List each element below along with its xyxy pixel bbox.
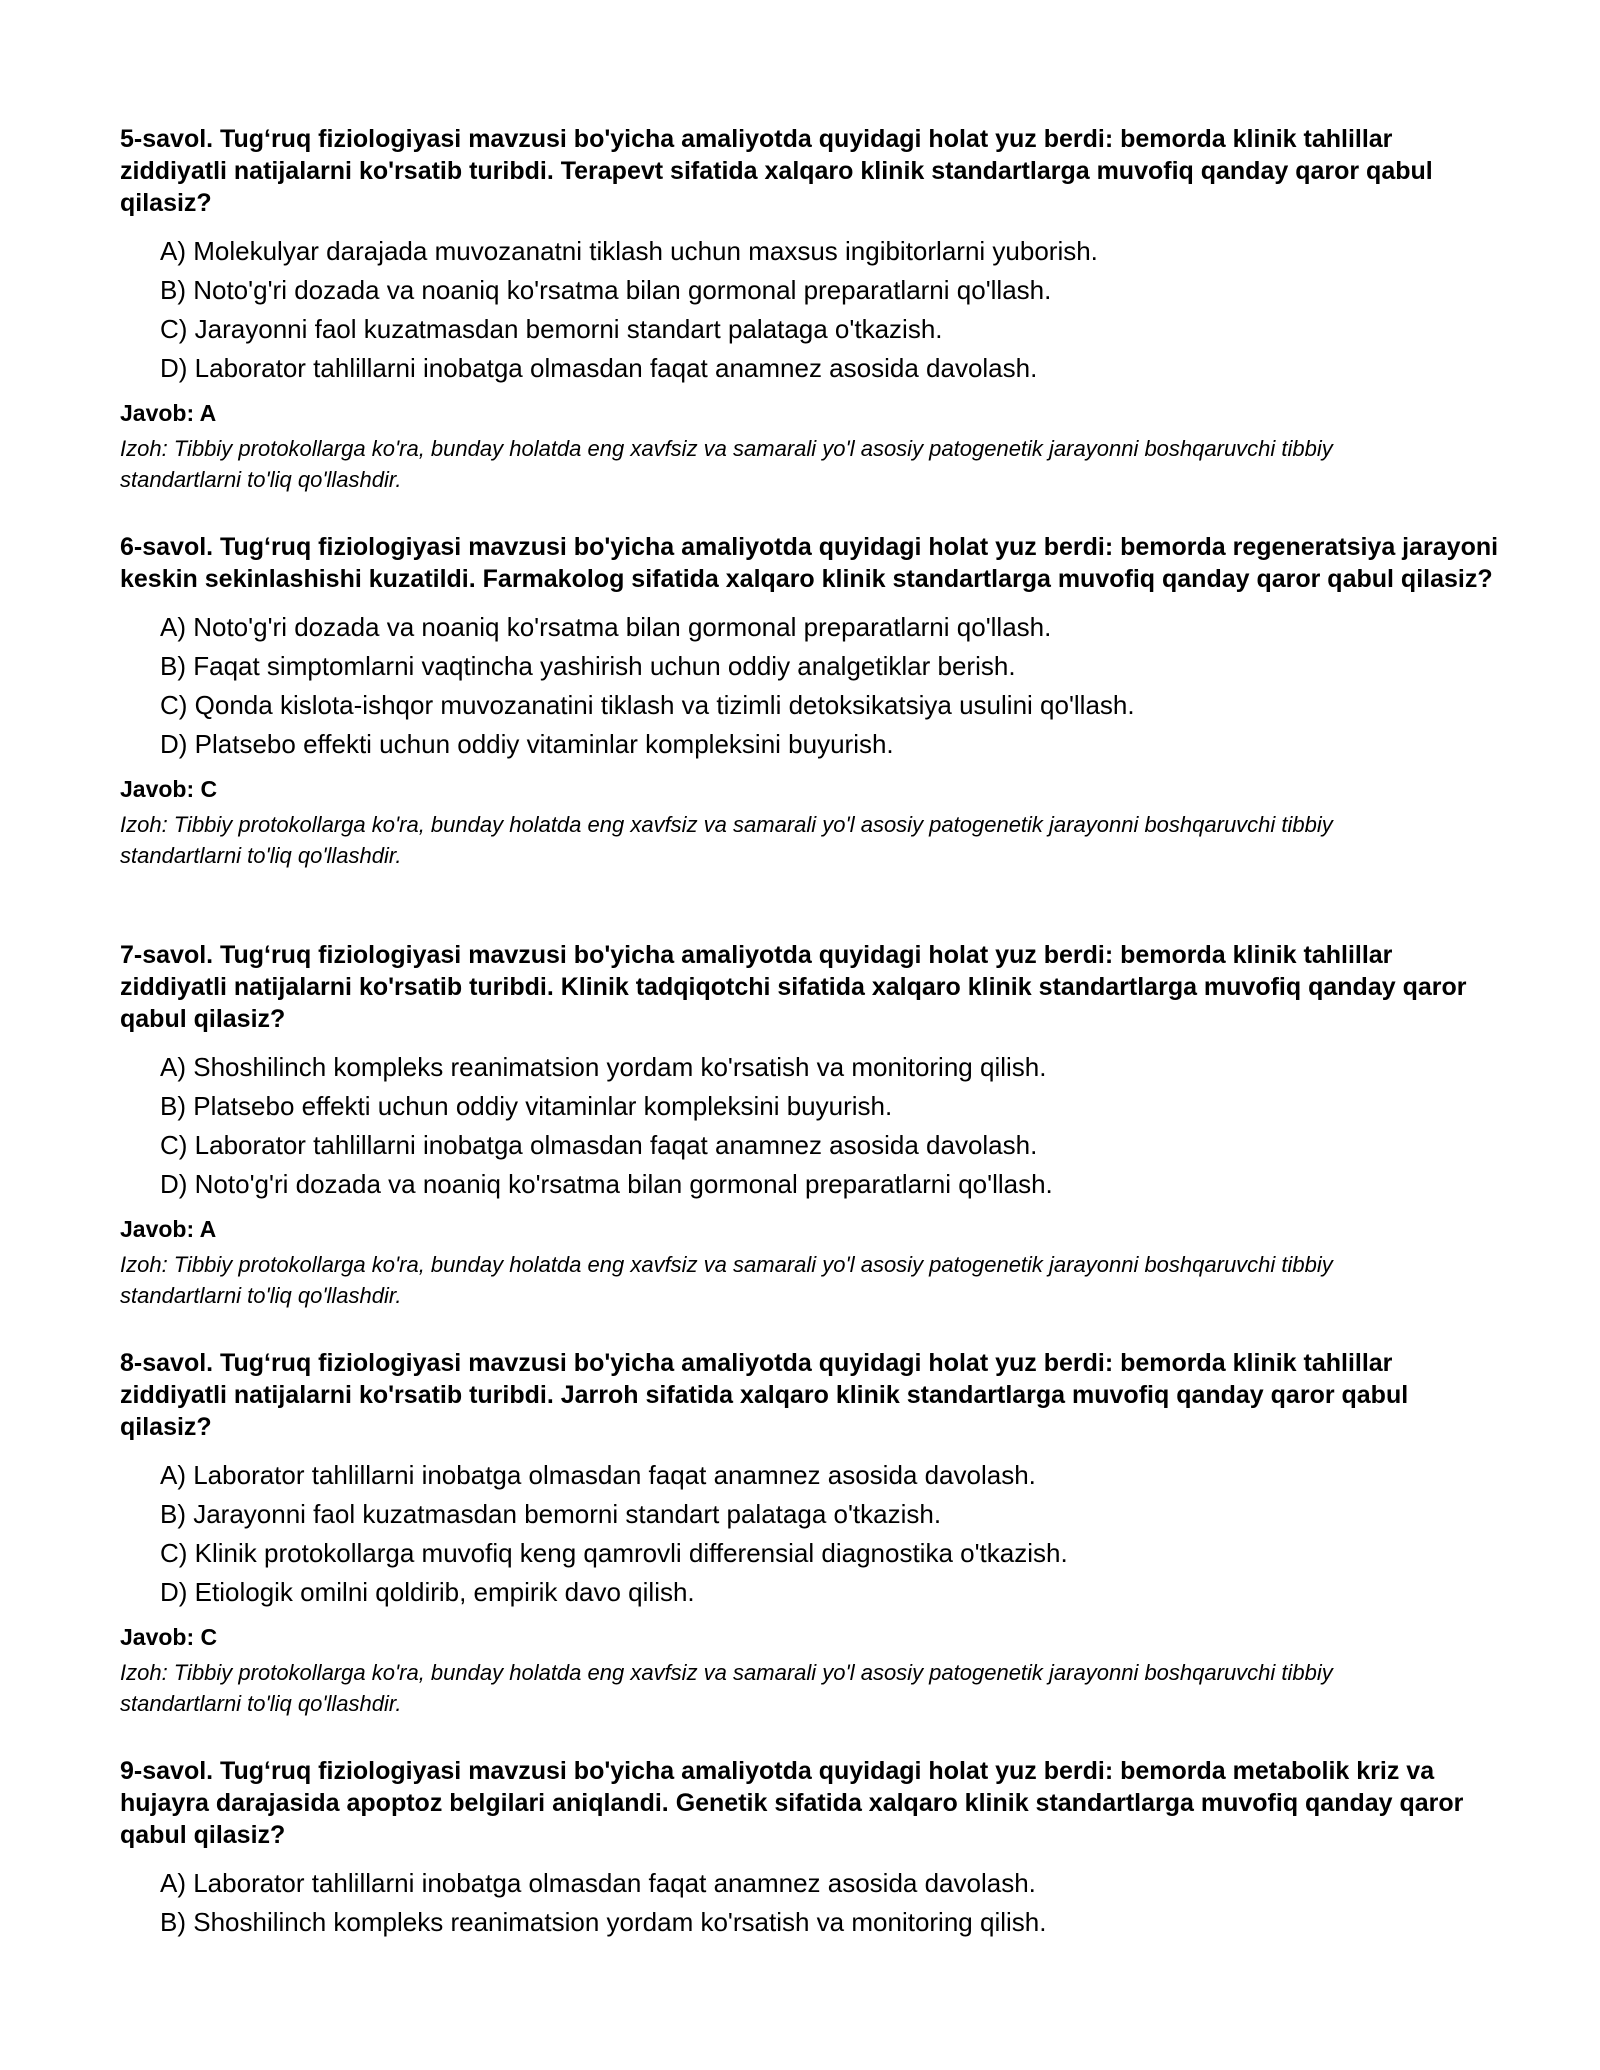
option-a: A) Molekulyar darajada muvozanatni tiklash uchun maxsus ingibitorlarni yuborish. (160, 236, 1098, 266)
option-b: B) Faqat simptomlarni vaqtincha yashirish uchun oddiy analgetiklar berish. (160, 651, 1016, 681)
explanation-text: Izoh: Tibbiy protokollarga ko'ra, bunday holatda eng xavfsiz va samarali yo'l asosiy patogenetik jarayonni boshqaruvchi tibbiy standartlarni to'liq qo'llashdir. (120, 436, 1333, 492)
option-b: B) Shoshilinch kompleks reanimatsion yordam ko'rsatish va monitoring qilish. (160, 1907, 1047, 1937)
option-a: A) Laborator tahlillarni inobatga olmasdan faqat anamnez asosida davolash. (160, 1868, 1036, 1898)
option-d: D) Etiologik omilni qoldirib, empirik davo qilish. (160, 1577, 695, 1607)
option-a: A) Laborator tahlillarni inobatga olmasdan faqat anamnez asosida davolash. (160, 1460, 1036, 1490)
option-b: B) Platsebo effekti uchun oddiy vitaminlar kompleksini buyurish. (160, 1091, 893, 1121)
explanation-text: Izoh: Tibbiy protokollarga ko'ra, bunday holatda eng xavfsiz va samarali yo'l asosiy patogenetik jarayonni boshqaruvchi tibbiy standartlarni to'liq qo'llashdir. (120, 812, 1333, 868)
question-8 (120, 1347, 1500, 1719)
answer-options (160, 1048, 1500, 1204)
question-text: 8-savol. Tug‘ruq fiziologiyasi mavzusi bo'yicha amaliyotda quyidagi holat yuz berdi: bemorda klinik tahlillar ziddiyatli natijalarni ko'rsatib turibdi. Jarroh sifatida xalqaro klinik standartlarga muvofiq qanday qaror qabul qilasiz? (120, 1349, 1409, 1441)
answer-line: Javob: A (120, 400, 217, 426)
option-d: D) Platsebo effekti uchun oddiy vitaminlar kompleksini buyurish. (160, 729, 894, 759)
option-d: D) Laborator tahlillarni inobatga olmasdan faqat anamnez asosida davolash. (160, 353, 1038, 383)
option-b: B) Jarayonni faol kuzatmasdan bemorni standart palataga o'tkazish. (160, 1499, 942, 1529)
answer-options (160, 1864, 1500, 1942)
answer-line: Javob: C (120, 1624, 218, 1650)
question-7 (120, 939, 1500, 1311)
answer-line: Javob: A (120, 1216, 217, 1242)
option-c: C) Jarayonni faol kuzatmasdan bemorni standart palataga o'tkazish. (160, 314, 943, 344)
answer-options (160, 1456, 1500, 1612)
answer-line: Javob: C (120, 776, 218, 802)
option-c: C) Qonda kislota-ishqor muvozanatini tiklash va tizimli detoksikatsiya usulini qo'llash. (160, 690, 1135, 720)
question-9 (120, 1755, 1500, 1942)
option-d: D) Noto'g'ri dozada va noaniq ko'rsatma bilan gormonal preparatlarni qo'llash. (160, 1169, 1053, 1199)
option-a: A) Noto'g'ri dozada va noaniq ko'rsatma bilan gormonal preparatlarni qo'llash. (160, 612, 1052, 642)
question-text: 9-savol. Tug‘ruq fiziologiyasi mavzusi bo'yicha amaliyotda quyidagi holat yuz berdi: bemorda metabolik kriz va hujayra darajasida apoptoz belgilari aniqlandi. Genetik sifatida xalqaro klinik standartlarga muvofiq qanday qaror qabul qilasiz? (120, 1757, 1464, 1849)
question-5 (120, 123, 1500, 495)
answer-options (160, 232, 1500, 388)
answer-options (160, 608, 1500, 764)
option-a: A) Shoshilinch kompleks reanimatsion yordam ko'rsatish va monitoring qilish. (160, 1052, 1047, 1082)
question-text: 5-savol. Tug‘ruq fiziologiyasi mavzusi bo'yicha amaliyotda quyidagi holat yuz berdi: bemorda klinik tahlillar ziddiyatli natijalarni ko'rsatib turibdi. Terapevt sifatida xalqaro klinik standartlarga muvofiq qanday qaror qabul qilasiz? (120, 125, 1433, 217)
option-c: C) Klinik protokollarga muvofiq keng qamrovli differensial diagnostika o'tkazish. (160, 1538, 1068, 1568)
question-text: 7-savol. Tug‘ruq fiziologiyasi mavzusi bo'yicha amaliyotda quyidagi holat yuz berdi: bemorda klinik tahlillar ziddiyatli natijalarni ko'rsatib turibdi. Klinik tadqiqotchi sifatida xalqaro klinik standartlarga muvofiq qanday qaror qabul qilasiz? (120, 941, 1467, 1033)
explanation-text: Izoh: Tibbiy protokollarga ko'ra, bunday holatda eng xavfsiz va samarali yo'l asosiy patogenetik jarayonni boshqaruvchi tibbiy standartlarni to'liq qo'llashdir. (120, 1660, 1333, 1716)
question-text: 6-savol. Tug‘ruq fiziologiyasi mavzusi bo'yicha amaliyotda quyidagi holat yuz berdi: bemorda regeneratsiya jarayoni keskin sekinlashishi kuzatildi. Farmakolog sifatida xalqaro klinik standartlarga muvofiq qanday qaror qabul qilasiz? (120, 533, 1499, 593)
explanation-text: Izoh: Tibbiy protokollarga ko'ra, bunday holatda eng xavfsiz va samarali yo'l asosiy patogenetik jarayonni boshqaruvchi tibbiy standartlarni to'liq qo'llashdir. (120, 1252, 1333, 1308)
option-c: C) Laborator tahlillarni inobatga olmasdan faqat anamnez asosida davolash. (160, 1130, 1038, 1160)
option-b: B) Noto'g'ri dozada va noaniq ko'rsatma bilan gormonal preparatlarni qo'llash. (160, 275, 1052, 305)
question-6 (120, 531, 1500, 871)
